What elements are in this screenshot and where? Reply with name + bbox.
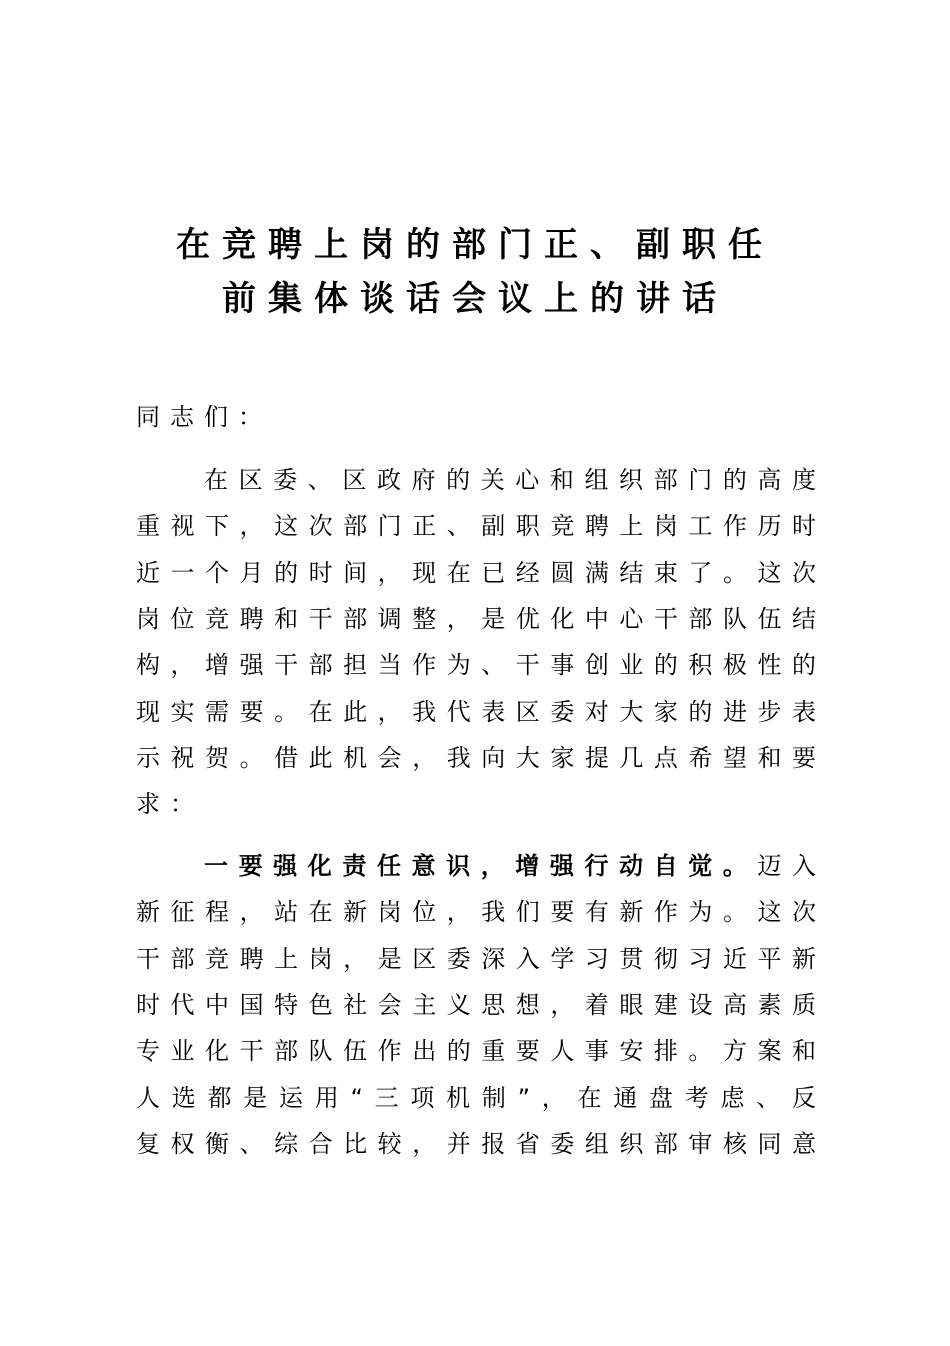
paragraph-1-line: 重视下，这次部门正、副职竞聘上岗工作历时 bbox=[136, 512, 816, 540]
paragraph-2-line: 新征程，站在新岗位，我们要有新作为。这次 bbox=[136, 898, 816, 926]
paragraph-2-first-line bbox=[204, 843, 816, 889]
title-line-2: 前集体谈话会议上的讲话 bbox=[222, 279, 728, 319]
paragraph-1-line: 岗位竞聘和干部调整，是优化中心干部队伍结 bbox=[136, 605, 816, 633]
salutation: 同志们： bbox=[136, 403, 272, 431]
paragraph-1-line: 近一个月的时间，现在已经圆满结束了。这次 bbox=[136, 559, 816, 587]
paragraph-1-line: 构，增强干部担当作为、干事创业的积极性的 bbox=[136, 651, 816, 679]
paragraph-1-line: 在区委、区政府的关心和组织部门的高度 bbox=[204, 466, 816, 494]
paragraph-2-line: 专业化干部队伍作出的重要人事安排。方案和 bbox=[136, 1037, 816, 1065]
paragraph-1-line: 求： bbox=[136, 790, 204, 818]
paragraph-2-lead: 迈入 bbox=[757, 852, 817, 880]
paragraph-2-line: 人选都是运用“三项机制”，在通盘考虑、反 bbox=[136, 1084, 816, 1112]
paragraph-1-line: 现实需要。在此，我代表区委对大家的进步表 bbox=[136, 698, 816, 726]
document-title bbox=[120, 218, 830, 326]
paragraph-2-line: 时代中国特色社会主义思想，着眼建设高素质 bbox=[136, 991, 816, 1019]
paragraph-2-line: 干部竞聘上岗，是区委深入学习贯彻习近平新 bbox=[136, 945, 816, 973]
paragraph-2-line: 复权衡、综合比较，并报省委组织部审核同意 bbox=[136, 1130, 816, 1158]
paragraph-2-heading: 一要强化责任意识，增强行动自觉。 bbox=[204, 852, 758, 880]
title-line-1: 在竞聘上岗的部门正、副职任 bbox=[176, 225, 774, 265]
paragraph-1-line: 示祝贺。借此机会，我向大家提几点希望和要 bbox=[136, 744, 816, 772]
